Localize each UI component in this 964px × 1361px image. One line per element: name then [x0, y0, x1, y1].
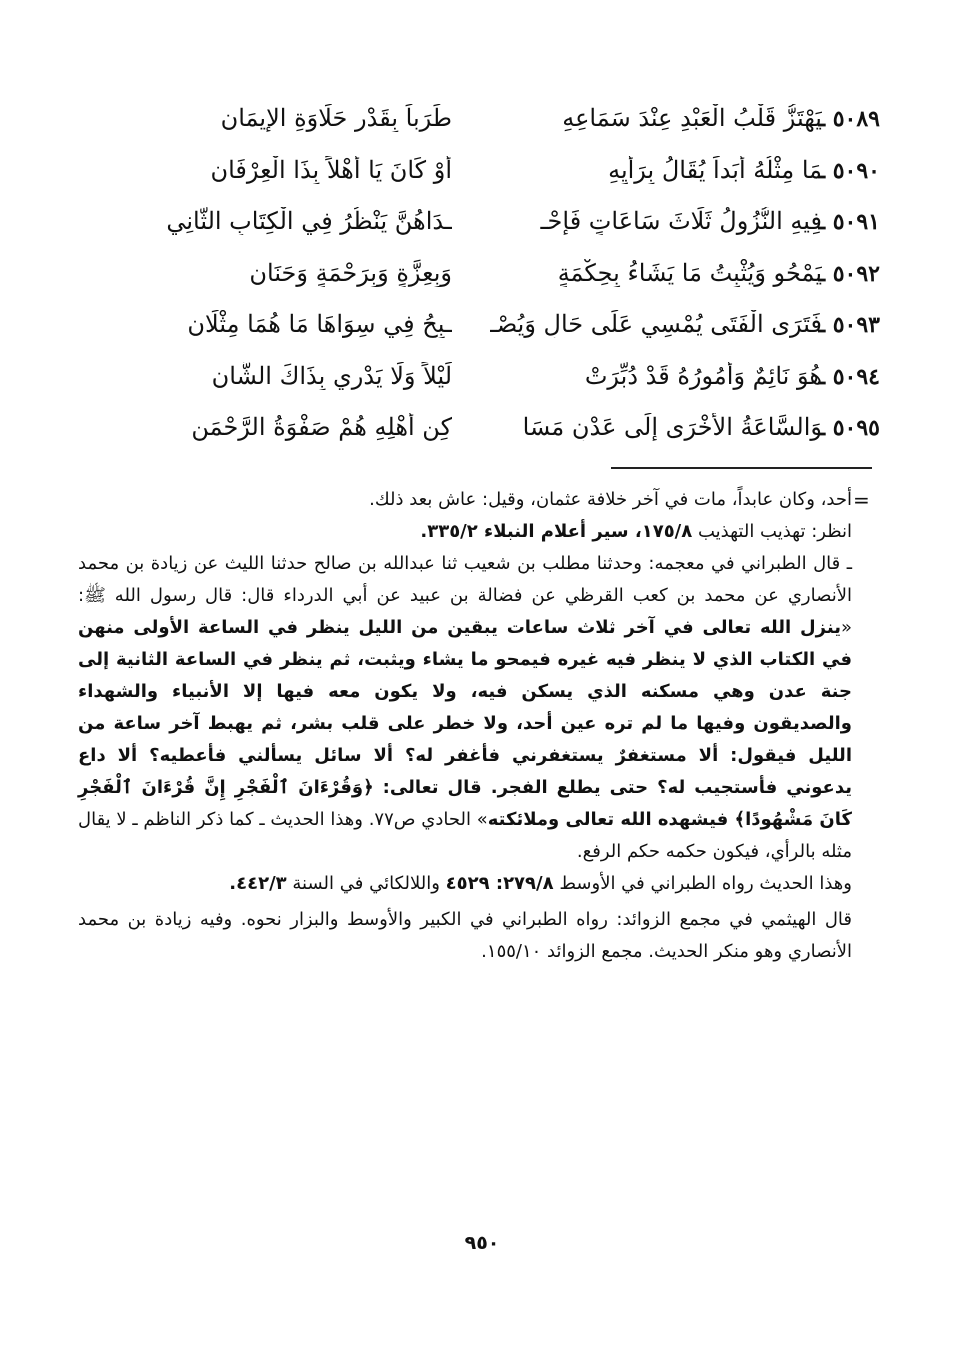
verse-number: ٥٠٩٢ ـ [818, 260, 880, 287]
footnote-paragraph [78, 516, 852, 548]
footnote-continuation-mark: = [853, 488, 870, 512]
page-number: ٩٥٠ [464, 1232, 500, 1254]
footnote-separator [611, 467, 872, 469]
poem-verses [80, 96, 880, 457]
footnote-text: قال الهيثمي في مجمع الزوائد: رواه الطبراني في الكبير والأوسط والبزار نحوه. وفيه زيادة بن محمد الأنصاري وهو منكر الحديث. مجمع الزوائد ١٥٥/١٠. [78, 909, 852, 962]
footnote-text: » الحادي ص٧٧. وهذا الحديث ـ كما ذكر الناظم ـ لا يقال مثله بالرأي، فيكون حكمه حكم الرفع. [78, 809, 852, 862]
footnote-paragraph [78, 868, 852, 900]
verse-second-hemistich: أَوْ كَانَ يَا أَهْلاً بِذَا الْعِرْفَانِ [210, 155, 452, 184]
footnotes [78, 484, 852, 968]
verse-line [80, 354, 880, 406]
verse-line [80, 199, 880, 251]
footnote-text: وهذا الحديث رواه الطبراني في الأوسط [559, 873, 852, 894]
footnote-paragraph [78, 484, 852, 516]
verse-number: ٥٠٩٣ ـ [818, 312, 880, 338]
verse-number: ٥٠٩٥ ـ [818, 415, 880, 441]
verse-first-hemistich: فَتَرَى الْفَتَى يُمْسِي عَلَى حَالٍ وَيُصْـ [490, 310, 822, 338]
verse-number: ٥٠٨٩ ـ [818, 106, 880, 132]
verse-line [80, 405, 880, 457]
verse-line [80, 302, 880, 354]
verse-line [80, 148, 880, 200]
verse-number: ٥٠٩٠ ـ [818, 157, 880, 184]
footnote-reference: ١٧٥/٨، سير أعلام النبلاء ٣٣٥/٢. [420, 521, 693, 542]
verse-first-hemistich: وَالسَّاعَةُ الأُخْرَى إِلَى عَدْنٍ مَسَا [522, 413, 822, 441]
footnote-text: ـ قال الطبراني في معجمه: وحدثنا مطلب بن شعيب ثنا عبدالله بن صالح حدثنا الليث عن زيادة بن محمد الأنصاري عن محمد بن كعب القرظي عن فضالة بن عبيد عن أبي الدرداء قال: قال رسول الله ﷺ: « [78, 553, 852, 638]
verse-second-hemistich: وَبِعِزَّةٍ وَبِرَحْمَةٍ وَحَنَانِ [249, 258, 452, 287]
hadith-text: ينزل الله تعالى في آخر ثلاث ساعات يبقين من الليل ينظر في الساعة الأولى منهن في الكتاب الذي لا ينظر فيه غيره فيمحو ما يشاء ويثبت، ثم ينظر في الساعة الثانية إلى جنة عدن وهي مسكنه الذي يسكن فيه، ولا يكون معه فيها إلا الأنبياء والشهداء والصديقون وفيها ما لم تره عين أحد، ولا خطر على قلب بشر، ثم يهبط آخر ساعة من الليل فيقول: ألا مستغفرٌ يستغفرني فأغفر له؟ ألا سائل يسألني فأعطيه؟ ألا داع يدعوني فأستجيب له؟ حتى يطلع الفجر. قال تعالى: ﴿وَقُرْءَانَ ٱلْفَجْرِ إِنَّ قُرْءَانَ ٱلْفَجْرِ كَانَ مَشْهُودًا﴾ فيشهده الله تعالى وملائكته [78, 617, 852, 830]
verse-number: ٥٠٩١ ـ [818, 209, 880, 235]
verse-first-hemistich: هُوَ نَائِمٌ وَأُمُورُهُ قَدْ دُبِّرَتْ [584, 361, 822, 390]
footnote-text: أحد، وكان عابداً، مات في آخر خلافة عثمان، وقيل: عاش بعد ذلك. [369, 489, 852, 510]
verse-second-hemistich: ـدَاهُنَّ يَنْظُرُ فِي الْكِتَابِ الثَّانِي [166, 207, 452, 235]
verse-first-hemistich: فِيهِ النُّزُولُ ثَلَاثَ سَاعَاتٍ فَإِحْـ [540, 207, 822, 235]
verse-second-hemistich: كِنِ أَهْلِهِ هُمْ صَفْوَةُ الرَّحْمَنِ [191, 413, 452, 441]
footnote-text: واللالكائي في السنة [292, 873, 440, 894]
verse-second-hemistich: لَيْلاً وَلَا يَدْرِي بِذَاكَ الشَّانِ [211, 361, 452, 390]
verse-first-hemistich: يَمْحُو وَيُثْبِتُ مَا يَشَاءُ بِحِكْمَةٍ [557, 258, 822, 287]
verse-second-hemistich: ـبِحُ فِي سِوَاهَا مَا هُمَا مِثْلَانِ [187, 310, 452, 338]
footnote-paragraph [78, 548, 852, 868]
verse-line [80, 96, 880, 148]
footnote-reference: ٢٧٩/٨: ٤٥٢٩ [445, 873, 554, 894]
verse-number: ٥٠٩٤ ـ [818, 363, 880, 390]
verse-first-hemistich: مَا مِثْلُهُ أَبَداً يُقَالُ بِرَأْيِهِ [608, 155, 822, 184]
verse-line [80, 251, 880, 303]
verse-second-hemistich: طَرَباً بِقَدْرِ حَلَاوَةِ الإِيمَانِ [220, 104, 452, 132]
verse-first-hemistich: يَهْتَزُّ قَلْبُ الْعَبْدِ عِنْدَ سَمَاعِهِ [562, 104, 822, 132]
footnote-text: انظر: تهذيب التهذيب [697, 521, 852, 542]
footnote-reference: ٤٤٢/٣. [229, 873, 287, 894]
footnote-paragraph [78, 904, 852, 968]
